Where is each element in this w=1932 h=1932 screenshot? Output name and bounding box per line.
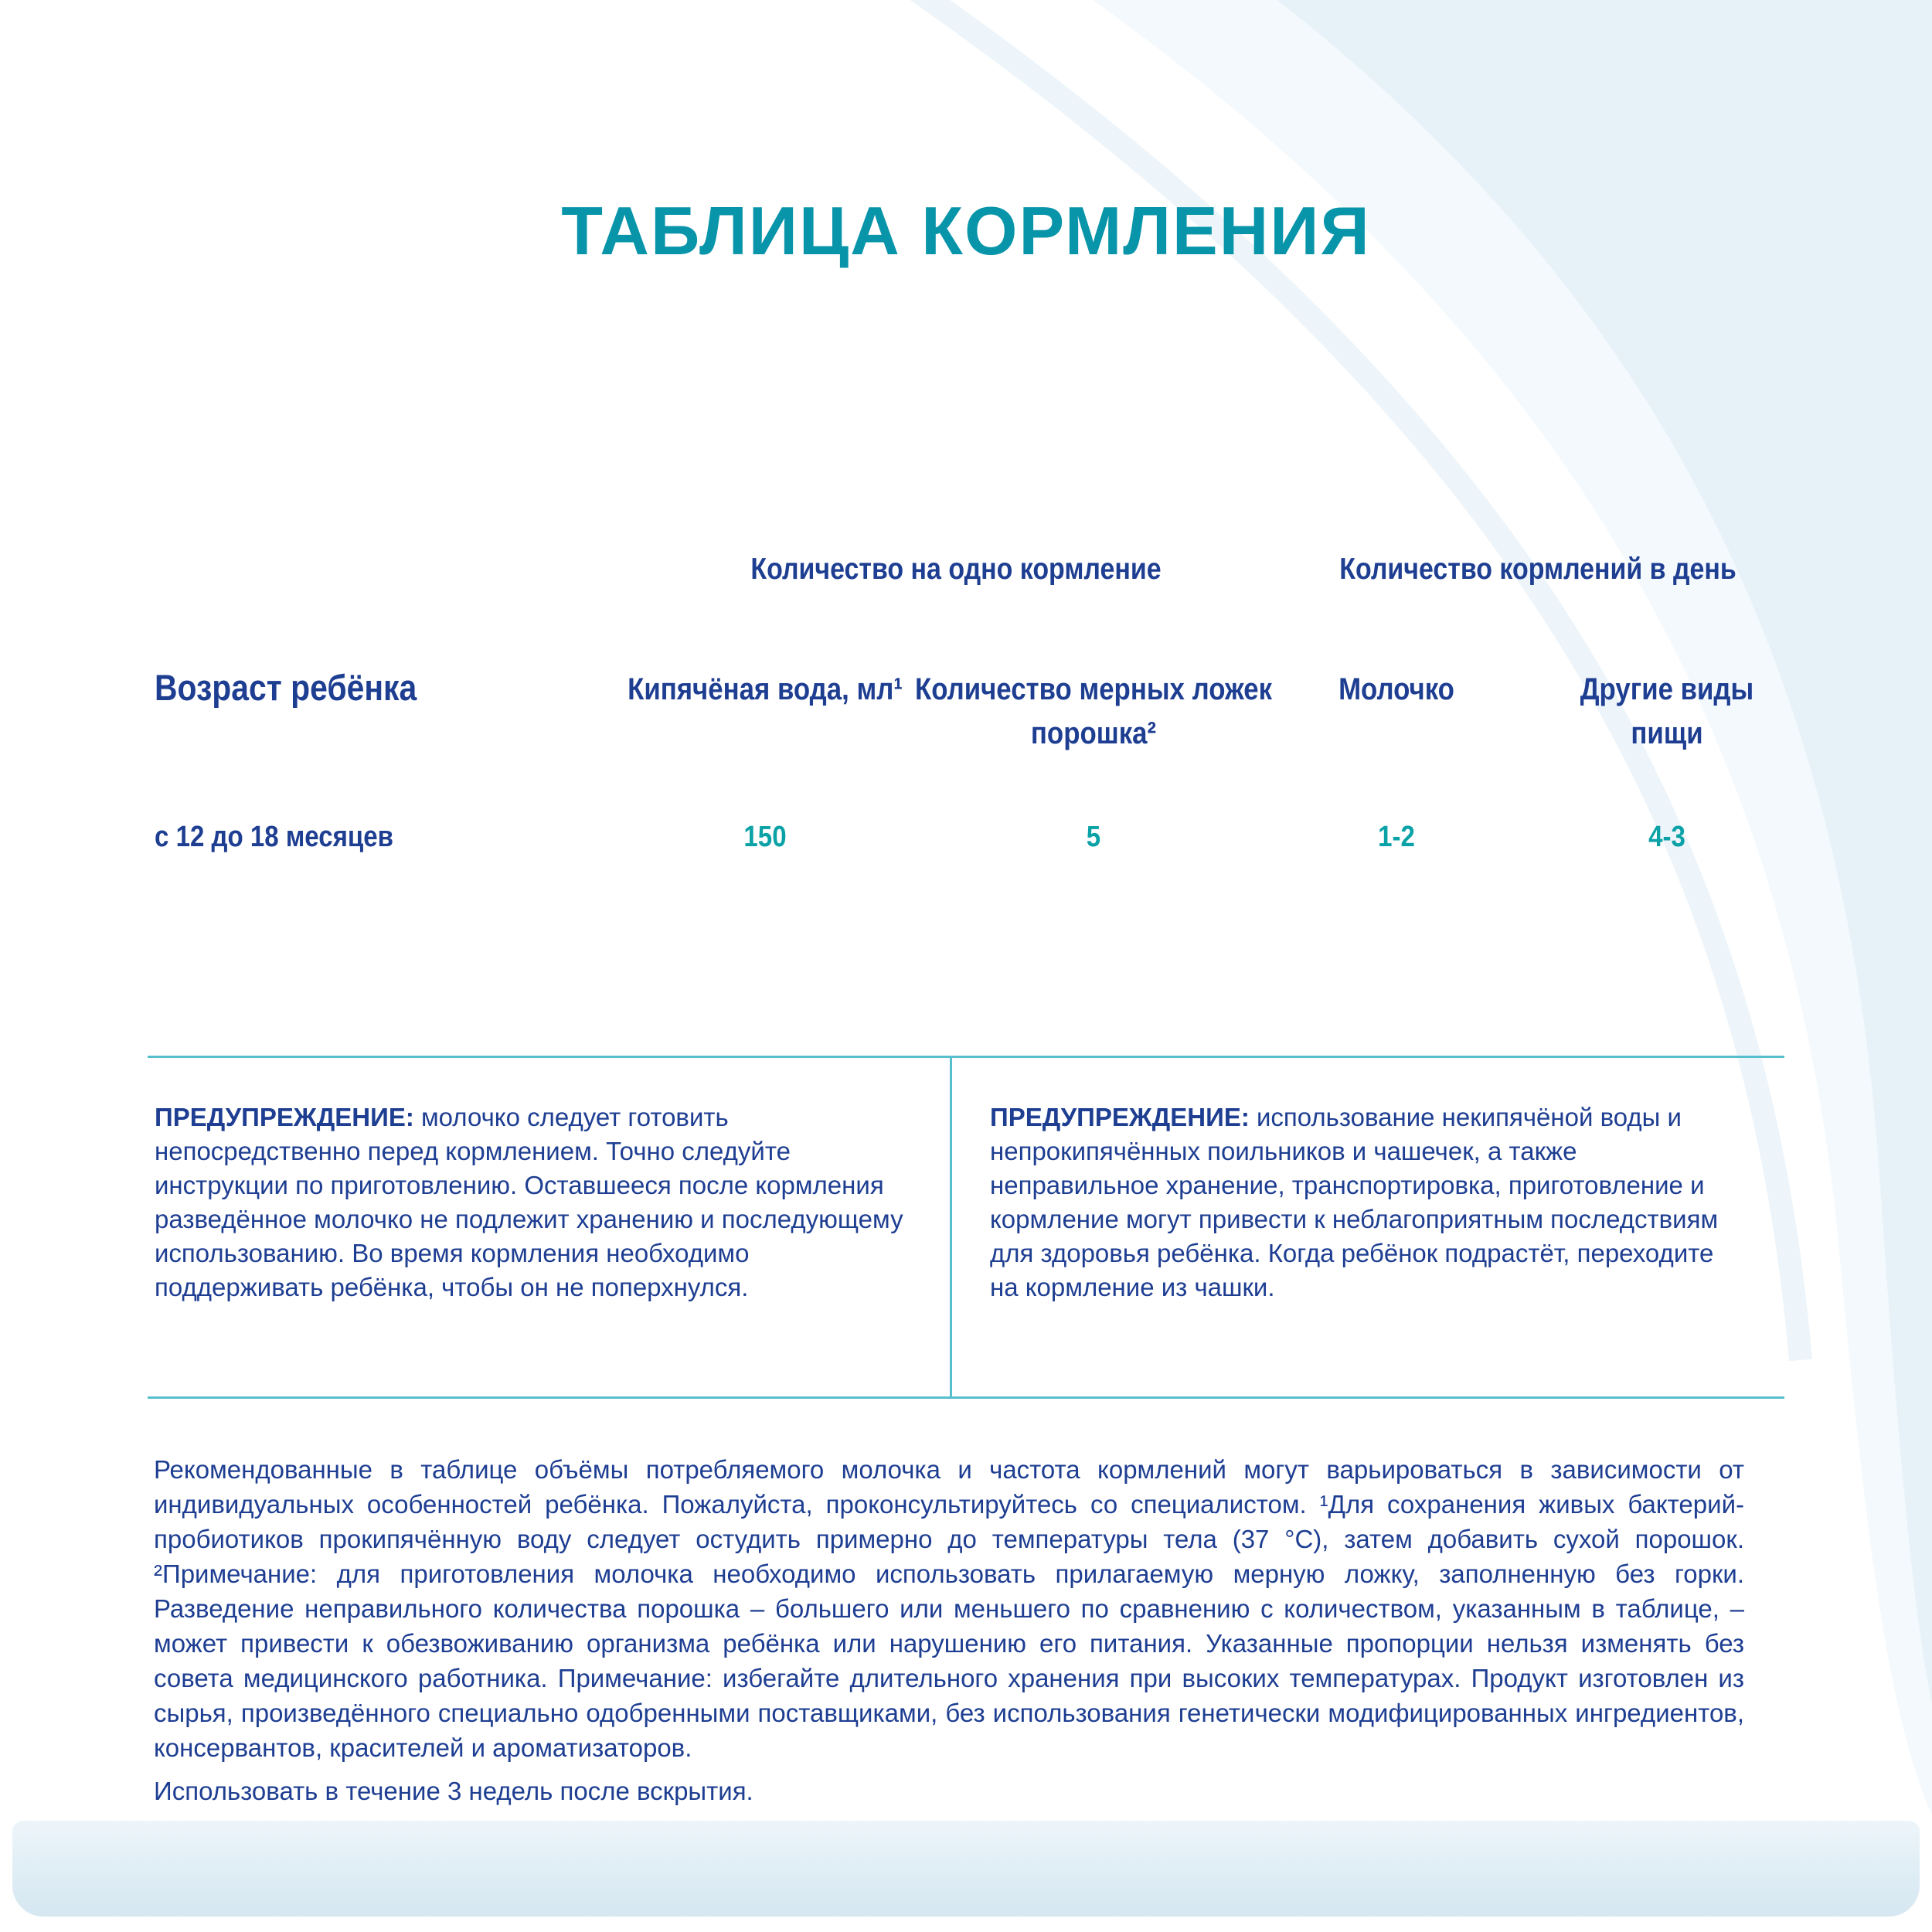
group-header-per-day-label: Количество кормлений в день (1339, 553, 1736, 586)
column-header-other-food-label: Другие виды пищи (1580, 672, 1754, 750)
group-header-per-feeding (685, 550, 1226, 590)
bottom-band (12, 1821, 1920, 1917)
divider-bottom (148, 1396, 1784, 1399)
warning-left (155, 1100, 920, 1304)
cell-boiled-water: 150 (743, 821, 787, 853)
column-header-scoops-label: Количество мерных ложек порошка² (914, 672, 1273, 750)
usage-note: Использовать в течение 3 недель после вскрытия. (154, 1777, 753, 1805)
cell-other-food: 4-3 (1648, 821, 1685, 853)
warning-right-label: ПРЕДУПРЕЖДЕНИЕ: (990, 1103, 1250, 1131)
column-header-age-label: Возраст ребёнка (155, 667, 417, 708)
cell-age: с 12 до 18 месяцев (155, 821, 393, 853)
divider-top (148, 1056, 1784, 1058)
group-header-per-feeding-label: Количество на одно кормление (750, 553, 1162, 586)
column-header-other-food (1528, 668, 1806, 756)
cell-scoops: 5 (1086, 821, 1101, 853)
warning-right-text: использование некипячёной воды и непрокипячённых поильников и чашечек, а также неправильное хранение, транспортировка, приготовление и кормление могут привести к неблагоприятным последствиям для здоровья ребёнка. Когда ребёнок подрастёт, переходите на кормление из чашки. (990, 1103, 1719, 1301)
column-header-scoops (862, 668, 1325, 756)
cell-milk-feedings: 1-2 (1378, 821, 1415, 853)
divider-vertical (950, 1056, 952, 1396)
column-header-water-label: Кипячёная вода, мл¹ (628, 672, 903, 706)
warning-left-label: ПРЕДУПРЕЖДЕНИЕ: (155, 1103, 414, 1131)
footnote-text: Рекомендованные в таблице объёмы потребляемого молочка и частота кормлений могут варьироваться в зависимости от индивидуальных особенностей ребёнка. Пожалуйста, проконсультируйтесь со специалистом. ¹Для сохранения живых бактерий-пробиотиков прокипячённую воду следует остудить примерно до температуры тела (37 °С), затем добавить сухой порошок. ²Примечание: для приготовления молочка необходимо использовать прилагаемую мерную ложку, заполненную без горки. Разведение неправильного количества порошка – большего или меньшего по сравнению с количеством, указанным в таблице, – может привести к обезвоживанию организма ребёнка или нарушению его питания. Указанные пропорции нельзя изменять без совета медицинского работника. Примечание: избегайте длительного хранения при высоких температурах. Продукт изготовлен из сырья, произведённого специально одобренными поставщиками, без использования генетически модифицированных ингредиентов, консервантов, красителей и ароматизаторов. (154, 1455, 1744, 1762)
column-header-milk (1257, 668, 1536, 712)
page-title: ТАБЛИЦА КОРМЛЕНИЯ (561, 192, 1371, 269)
group-header-per-day (1260, 550, 1816, 590)
column-header-milk-label: Молочко (1338, 672, 1454, 706)
column-header-age (155, 666, 634, 709)
warning-right (990, 1100, 1736, 1304)
warning-left-text: молочко следует готовить непосредственно перед кормлением. Точно следуйте инструкции по приготовлению. Оставшееся после кормления разведённое молочко не подлежит хранению и последующему использованию. Во время кормления необходимо поддерживать ребёнка, чтобы он не поперхнулся. (155, 1103, 903, 1301)
